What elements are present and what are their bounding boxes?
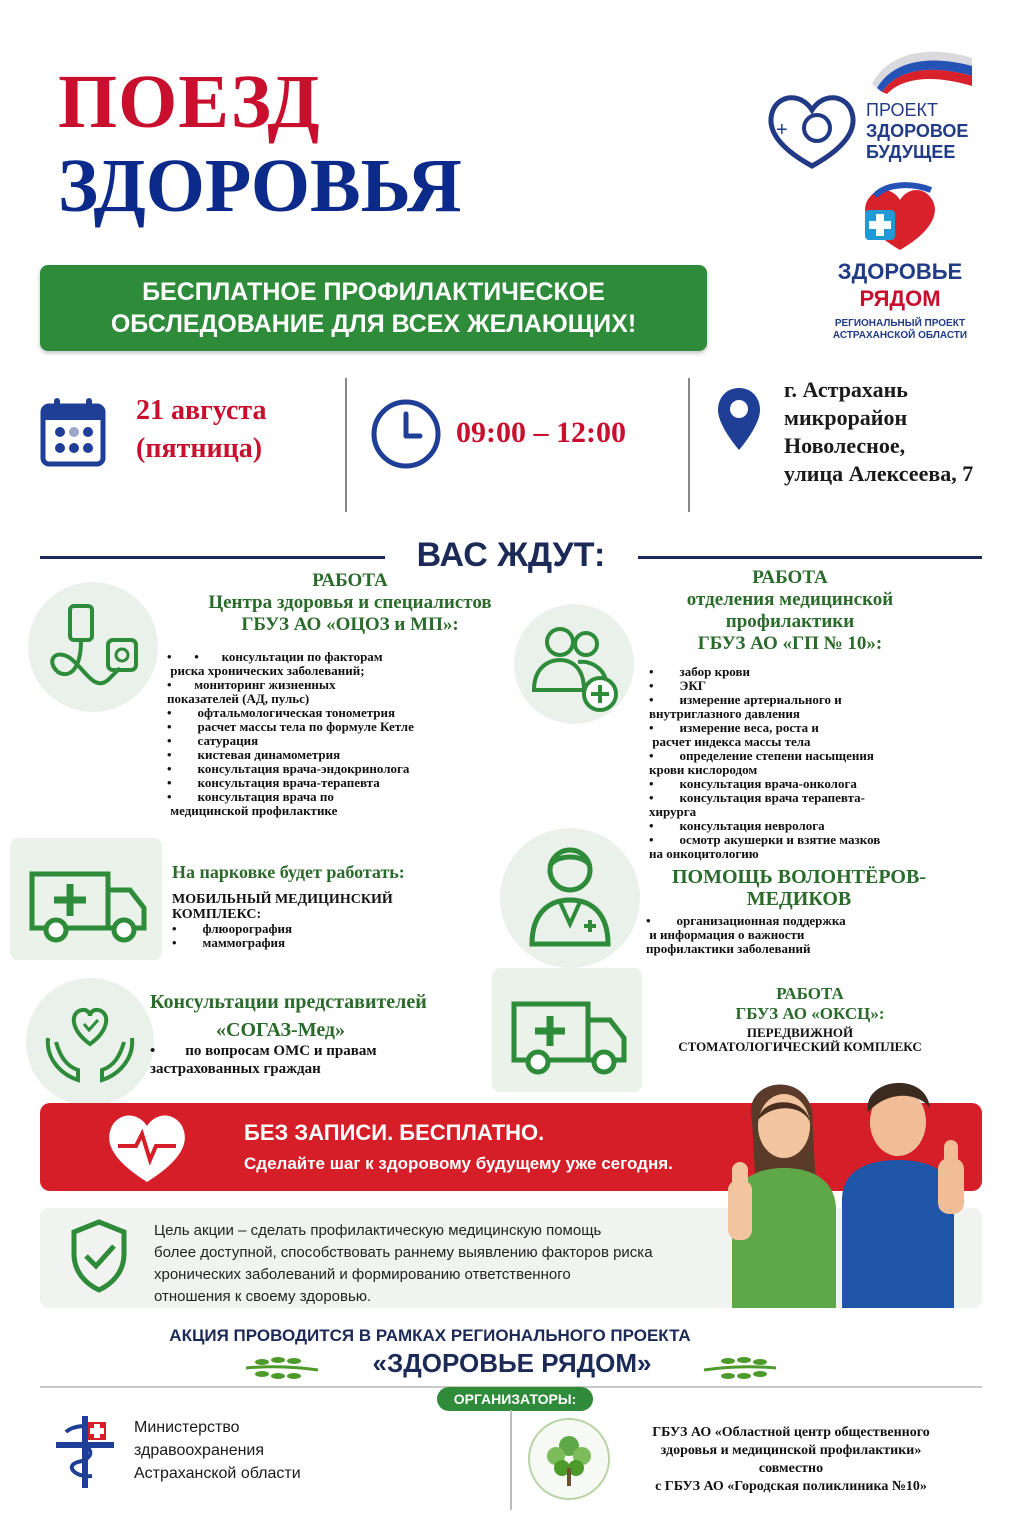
ministry-line-3: Астраханской области bbox=[134, 1465, 301, 1482]
event-time: 09:00 – 12:00 bbox=[456, 416, 626, 449]
people-thumbs-up-illustration bbox=[712, 1060, 984, 1308]
list-item: • определение степени насыщения bbox=[649, 748, 874, 763]
oksc-item-2: СТОМАТОЛОГИЧЕСКИЙ КОМПЛЕКС bbox=[678, 1039, 922, 1054]
list-item: • офтальмологическая тонометрия bbox=[167, 705, 396, 720]
calendar-icon bbox=[40, 396, 106, 468]
left-title-3: ГБУЗ АО «ОЦОЗ и МП»: bbox=[241, 614, 459, 635]
flag-wave-icon bbox=[867, 44, 977, 94]
right-title-2: отделения медицинской bbox=[686, 589, 894, 610]
doctors-icon-bg bbox=[514, 604, 634, 724]
volunteers-title-1: ПОМОЩЬ ВОЛОНТЁРОВ- bbox=[672, 866, 926, 888]
goal-line-2: более доступной, способствовать раннему выявлению факторов риска bbox=[154, 1244, 653, 1261]
volunteer-icon-bg bbox=[500, 828, 640, 968]
list-item: • осмотр акушерки и взятие мазков bbox=[649, 832, 881, 847]
goal-line-3: хронических заболеваний и формированию ответственного bbox=[154, 1266, 571, 1283]
list-item: расчет индекса массы тела bbox=[649, 734, 811, 749]
banner-line-2: ОБСЛЕДОВАНИЕ ДЛЯ ВСЕХ ЖЕЛАЮЩИХ! bbox=[110, 310, 637, 338]
org2-line-2: здоровья и медицинской профилактики» bbox=[660, 1443, 922, 1458]
event-date: 21 августа bbox=[136, 395, 267, 426]
parking-sub-1: МОБИЛЬНЫЙ МЕДИЦИНСКИЙ bbox=[172, 892, 393, 907]
heart-face-icon bbox=[762, 84, 862, 174]
list-item: • консультация врача-онколога bbox=[649, 776, 857, 791]
doctors-plus-icon bbox=[514, 604, 634, 724]
footer-vertical-divider bbox=[510, 1410, 512, 1510]
list-item: показателей (АД, пульс) bbox=[167, 691, 310, 706]
logo2-line-1: ЗДОРОВЬЕ bbox=[837, 259, 963, 284]
free-exam-banner bbox=[40, 265, 707, 351]
list-item: • • консультации по факторам bbox=[167, 649, 383, 664]
waiting-heading: ВАС ЖДУТ: bbox=[416, 536, 606, 574]
ministry-line-2: здравоохранения bbox=[134, 1442, 265, 1459]
logo1-line-2: ЗДОРОВОЕ bbox=[866, 121, 969, 141]
list-item: • консультация врача терапевта- bbox=[649, 790, 865, 805]
clock-icon bbox=[370, 398, 442, 470]
right-title-4: ГБУЗ АО «ГП № 10»: bbox=[697, 633, 883, 654]
title-line-1: ПОЕЗД bbox=[58, 60, 321, 144]
list-item: • расчет массы тела по формуле Кетле bbox=[167, 719, 414, 734]
ambulance-icon bbox=[10, 838, 162, 960]
parking-list bbox=[172, 922, 292, 950]
left-title-2: Центра здоровья и специалистов bbox=[208, 592, 492, 613]
medic-person-icon bbox=[500, 828, 640, 968]
sogaz-title-1: Консультации представителей bbox=[150, 991, 427, 1013]
ocoz-logo-icon bbox=[526, 1416, 612, 1502]
location-pin-icon bbox=[716, 386, 762, 452]
parking-sub-2: КОМПЛЕКС: bbox=[172, 907, 262, 922]
shield-check-icon bbox=[68, 1218, 130, 1294]
left-title-1: РАБОТА bbox=[312, 570, 388, 591]
address-line-4: улица Алексеева, 7 bbox=[784, 461, 974, 486]
care-icon-bg bbox=[26, 978, 154, 1106]
heart-hands-icon bbox=[26, 978, 154, 1106]
caduceus-icon bbox=[52, 1412, 118, 1490]
blood-pressure-icon bbox=[28, 582, 158, 712]
right-services-list bbox=[649, 665, 880, 861]
list-item: • мониторинг жизненных bbox=[167, 677, 336, 692]
divider bbox=[688, 378, 690, 512]
list-item: • организационная поддержка bbox=[646, 913, 846, 928]
title-line-2: ЗДОРОВЬЯ bbox=[58, 144, 462, 228]
oksc-item-1: ПЕРЕДВИЖНОЙ bbox=[746, 1025, 854, 1040]
list-item: риска хронических заболеваний; bbox=[167, 663, 365, 678]
goal-line-1: Цель акции – сделать профилактическую медицинскую помощь bbox=[154, 1222, 602, 1239]
logo-zdorovoe-budushee bbox=[762, 44, 977, 174]
list-item: • ЭКГ bbox=[649, 678, 707, 693]
ministry-line-1: Министерство bbox=[134, 1419, 240, 1436]
left-services-list bbox=[167, 650, 414, 818]
project-line: АКЦИЯ ПРОВОДИТСЯ В РАМКАХ РЕГИОНАЛЬНОГО ПРОЕКТА bbox=[169, 1326, 691, 1345]
dental-truck-icon-bg bbox=[492, 968, 642, 1092]
list-item: • измерение веса, роста и bbox=[649, 720, 819, 735]
red-banner-line-1: БЕЗ ЗАПИСИ. БЕСПЛАТНО. bbox=[244, 1120, 545, 1145]
list-item: хирурга bbox=[649, 804, 697, 819]
svg-text:+: + bbox=[776, 119, 788, 141]
medical-device-icon-bg bbox=[28, 582, 158, 712]
volunteers-title-2: МЕДИКОВ bbox=[746, 888, 852, 910]
parking-title: На парковке будет работать: bbox=[172, 862, 405, 882]
list-item: • консультация невролога bbox=[649, 818, 825, 833]
heading-rule-right bbox=[638, 556, 982, 559]
address-line-1: г. Астрахань bbox=[784, 377, 908, 402]
list-item: на онкоцитологию bbox=[649, 846, 759, 861]
address-line-2: микрорайон bbox=[784, 405, 908, 430]
list-item: • консультация врача-терапевта bbox=[167, 775, 380, 790]
list-item: медицинской профилактике bbox=[167, 803, 338, 818]
ambulance-icon-bg bbox=[10, 838, 162, 960]
logo2-sub-2: АСТРАХАНСКОЙ ОБЛАСТИ bbox=[832, 330, 968, 341]
sogaz-title-2: «СОГАЗ-Мед» bbox=[216, 1019, 346, 1041]
list-item: и информация о важности bbox=[646, 927, 805, 942]
org2-line-3: совместно bbox=[758, 1461, 824, 1476]
list-item: • консультация врача-эндокринолога bbox=[167, 761, 410, 776]
organizers-label: ОРГАНИЗАТОРЫ: bbox=[437, 1387, 593, 1411]
list-item: профилактики заболеваний bbox=[646, 941, 811, 956]
event-weekday: (пятница) bbox=[136, 433, 263, 464]
list-item: • забор крови bbox=[649, 664, 750, 679]
oksc-title-2: ГБУЗ АО «ОКСЦ»: bbox=[735, 1004, 885, 1023]
ambulance-icon bbox=[492, 968, 642, 1092]
logo1-line-1: ПРОЕКТ bbox=[866, 100, 939, 120]
list-item: внутриглазного давления bbox=[649, 706, 800, 721]
heartbeat-icon bbox=[102, 1108, 192, 1186]
address-line-3: Новолесное, bbox=[784, 433, 906, 458]
org2-line-1: ГБУЗ АО «Областной центр общественного bbox=[652, 1425, 930, 1440]
org2-line-4: с ГБУЗ АО «Городская поликлиника №10» bbox=[655, 1479, 927, 1494]
volunteers-list bbox=[646, 914, 846, 956]
project-name: «ЗДОРОВЬЕ РЯДОМ» bbox=[372, 1348, 652, 1378]
right-title-1: РАБОТА bbox=[752, 567, 828, 588]
goal-line-4: отношения к своему здоровью. bbox=[154, 1288, 372, 1305]
laurel-right-icon bbox=[700, 1352, 780, 1382]
right-title-3: профилактики bbox=[725, 611, 855, 632]
list-item: • флюорография bbox=[172, 921, 292, 936]
logo2-sub-1: РЕГИОНАЛЬНЫЙ ПРОЕКТ bbox=[834, 318, 966, 329]
red-banner-line-2: Сделайте шаг к здоровому будущему уже сегодня. bbox=[244, 1154, 673, 1173]
list-item: • маммография bbox=[172, 935, 286, 950]
logo-zdorovie-ryadom bbox=[815, 180, 985, 345]
sogaz-item-2: застрахованных граждан bbox=[150, 1061, 321, 1077]
oksc-title-1: РАБОТА bbox=[776, 984, 844, 1003]
list-item: • измерение артериального и bbox=[649, 692, 842, 707]
logo2-line-2: РЯДОМ bbox=[859, 286, 941, 311]
list-item: • сатурация bbox=[167, 733, 259, 748]
list-item: • кистевая динамометрия bbox=[167, 747, 341, 762]
laurel-left-icon bbox=[242, 1352, 322, 1382]
heading-rule-left bbox=[40, 556, 385, 559]
divider bbox=[345, 378, 347, 512]
list-item: • консультация врача по bbox=[167, 789, 334, 804]
logo1-line-3: БУДУЩЕЕ bbox=[866, 142, 956, 162]
list-item: крови кислородом bbox=[649, 762, 758, 777]
heart-cross-icon bbox=[855, 180, 940, 255]
banner-line-1: БЕСПЛАТНОЕ ПРОФИЛАКТИЧЕСКОЕ bbox=[142, 278, 605, 306]
sogaz-item-1: • по вопросам ОМС и правам bbox=[150, 1043, 377, 1059]
